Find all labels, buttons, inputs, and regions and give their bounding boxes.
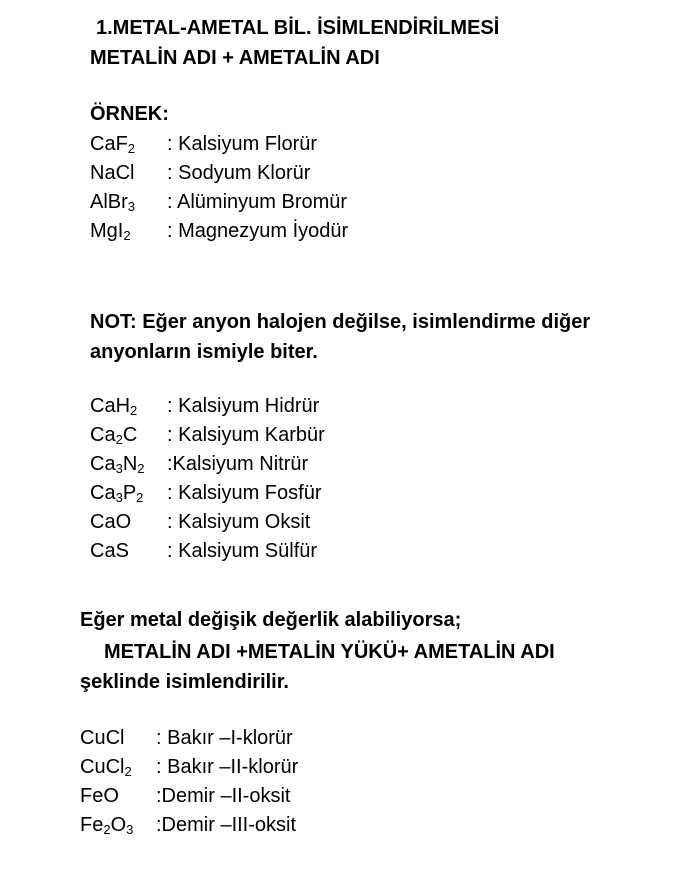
- formula-subscript: 3: [127, 199, 136, 214]
- formula-symbol: O: [110, 814, 127, 836]
- section2-line-1: Eğer metal değişik değerlik alabiliyorsa;: [80, 609, 462, 631]
- section2-rule: METALİN ADI +METALİN YÜKÜ+ AMETALİN ADI: [104, 641, 555, 663]
- formula-subscript: 2: [115, 432, 123, 447]
- formula-subscript: 2: [127, 141, 136, 156]
- formula-symbol: CuCl: [80, 756, 125, 778]
- compound-name: :Kalsiyum Nitrür: [167, 453, 309, 475]
- formula-symbol: N: [122, 453, 138, 475]
- formula-symbol: MgI: [90, 220, 124, 242]
- note-line-1: NOT: Eğer anyon halojen değilse, isimlendirme diğer: [90, 311, 591, 333]
- compound-name: : Kalsiyum Hidrür: [167, 395, 320, 417]
- formula-symbol: CaS: [90, 540, 129, 562]
- formula-symbol: Ca: [90, 133, 116, 155]
- example-label: ÖRNEK:: [90, 103, 169, 125]
- formula-symbol: CaO: [90, 511, 132, 533]
- formula-symbol: Fe: [80, 814, 104, 836]
- compound-name: : Kalsiyum Fosfür: [167, 482, 322, 504]
- formula-symbol: P: [122, 482, 137, 504]
- chemical-formula: [80, 784, 119, 808]
- compound-name: : Sodyum Klorür: [167, 162, 311, 184]
- formula-symbol: F: [115, 133, 128, 155]
- formula-subscript: 2: [130, 403, 138, 418]
- formula-subscript: 3: [115, 461, 123, 476]
- chemical-formula: [90, 190, 135, 214]
- chemical-formula: [90, 510, 131, 534]
- compound-name: : Kalsiyum Sülfür: [167, 540, 318, 562]
- chemical-formula: [90, 452, 145, 476]
- chemical-formula: [90, 161, 134, 185]
- compound-name: : Kalsiyum Florür: [167, 133, 318, 155]
- formula-symbol: NaCl: [90, 162, 135, 184]
- note-line-2: anyonların ismiyle biter.: [90, 341, 318, 363]
- chemical-formula: [80, 755, 132, 779]
- formula-subscript: 3: [126, 822, 134, 837]
- formula-subscript: 2: [137, 461, 145, 476]
- formula-subscript: 3: [115, 490, 123, 505]
- compound-name: : Bakır –II-klorür: [156, 756, 299, 778]
- formula-symbol: AlBr: [90, 191, 128, 213]
- compound-name: : Magnezyum İyodür: [167, 220, 349, 242]
- chemical-formula: [90, 394, 137, 418]
- naming-rule: METALİN ADI + AMETALİN ADI: [90, 47, 380, 69]
- chemical-formula: [90, 219, 131, 243]
- formula-subscript: 2: [103, 822, 111, 837]
- formula-symbol: Ca: [90, 424, 116, 446]
- compound-name: : Alüminyum Bromür: [167, 191, 348, 213]
- compound-name: :Demir –III-oksit: [156, 814, 297, 836]
- chemical-formula: [80, 813, 133, 837]
- chemical-formula: [90, 481, 143, 505]
- chemical-formula: [90, 132, 135, 156]
- formula-subscript: 2: [136, 490, 144, 505]
- formula-symbol: FeO: [80, 785, 119, 807]
- compound-name: : Bakır –I-klorür: [156, 727, 293, 749]
- chemical-formula: [90, 423, 137, 447]
- formula-symbol: Ca: [90, 453, 116, 475]
- formula-subscript: 2: [124, 764, 132, 779]
- formula-symbol: CuCl: [80, 727, 125, 749]
- compound-name: : Kalsiyum Karbür: [167, 424, 325, 446]
- chemical-formula: [80, 726, 124, 750]
- formula-symbol: C: [122, 424, 138, 446]
- section2-line-3: şeklinde isimlendirilir.: [80, 671, 289, 693]
- section-heading: 1.METAL-AMETAL BİL. İSİMLENDİRİLMESİ: [96, 17, 500, 39]
- formula-subscript: 2: [123, 228, 131, 243]
- formula-symbol: CaH: [90, 395, 131, 417]
- compound-name: :Demir –II-oksit: [156, 785, 291, 807]
- chemical-formula: [90, 539, 129, 563]
- compound-name: : Kalsiyum Oksit: [167, 511, 311, 533]
- formula-symbol: Ca: [90, 482, 116, 504]
